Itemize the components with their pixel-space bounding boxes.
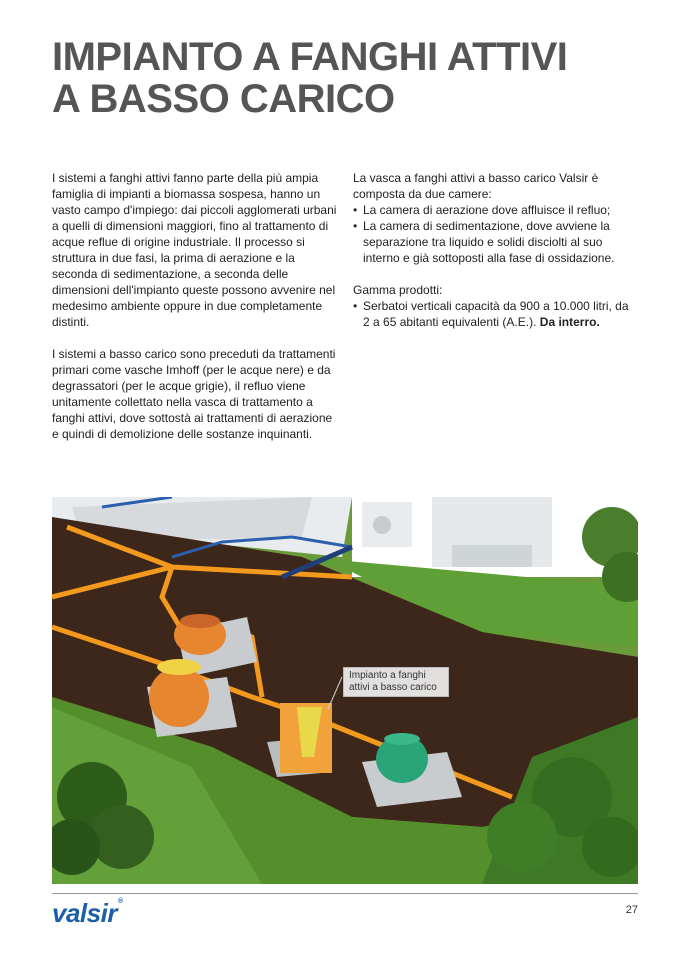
chamber-list — [353, 202, 635, 266]
registered-mark: ® — [117, 898, 123, 905]
illustration-callout: Impianto a fanghi attivi a basso carico — [343, 667, 449, 697]
left-paragraph-1: I sistemi a fanghi attivi fanno parte della più ampia famiglia di impianti a biomassa sospesa, hanno un vasto campo d'impiego: dai piccoli agglomerati urbani a quelli di dimensioni maggiori, fino al trattamento di acque reflue di origine industriale. Il processo si struttura in due fasi, la prima di aerazione e la seconda di sedimentazione, a seconda delle dimensioni dell'impianto queste possono avvenire nel medesimo ambiente oppure in due completamente distinti. — [52, 171, 337, 329]
right-intro: La vasca a fanghi attivi a basso carico Valsir è composta da due camere: — [353, 171, 599, 201]
brand-name: valsir — [52, 898, 117, 928]
title-line-1: IMPIANTO A FANGHI ATTIVI — [52, 35, 568, 79]
range-heading: Gamma prodotti: — [353, 283, 443, 297]
footer-divider — [52, 893, 638, 894]
range-item-text: Serbatoi verticali capacità da 900 a 10.000 litri, da 2 a 65 abitanti equivalenti (A.E.). — [363, 299, 629, 329]
chamber-item: • La camera di aerazione dove affluisce il refluo; — [353, 202, 635, 218]
valsir-logo — [52, 898, 123, 929]
title-line-2: A BASSO CARICO — [52, 77, 395, 121]
page-title — [52, 36, 652, 120]
range-item-bold: Da interro. — [539, 315, 600, 329]
page-number: 27 — [625, 904, 638, 916]
left-column — [52, 170, 342, 458]
range-item — [353, 298, 635, 330]
chamber-item: • La camera di sedimentazione, dove avviene la separazione tra liquido e solidi disciolti al suo interno e già sottoposti alla fase di ossidazione. — [353, 218, 635, 266]
left-paragraph-2: I sistemi a basso carico sono preceduti da trattamenti primari come vasche Imhoff (per le acque nere) e da degrassatori (per le acque grigie), il refluo viene unitamente collettato nella vasca di trattamento a fanghi attivi, dove sottostà ai trattamenti di aerazione e quindi di demolizione delle sostanze inquinanti. — [52, 347, 336, 441]
range-list — [353, 298, 635, 330]
right-column — [353, 170, 635, 330]
